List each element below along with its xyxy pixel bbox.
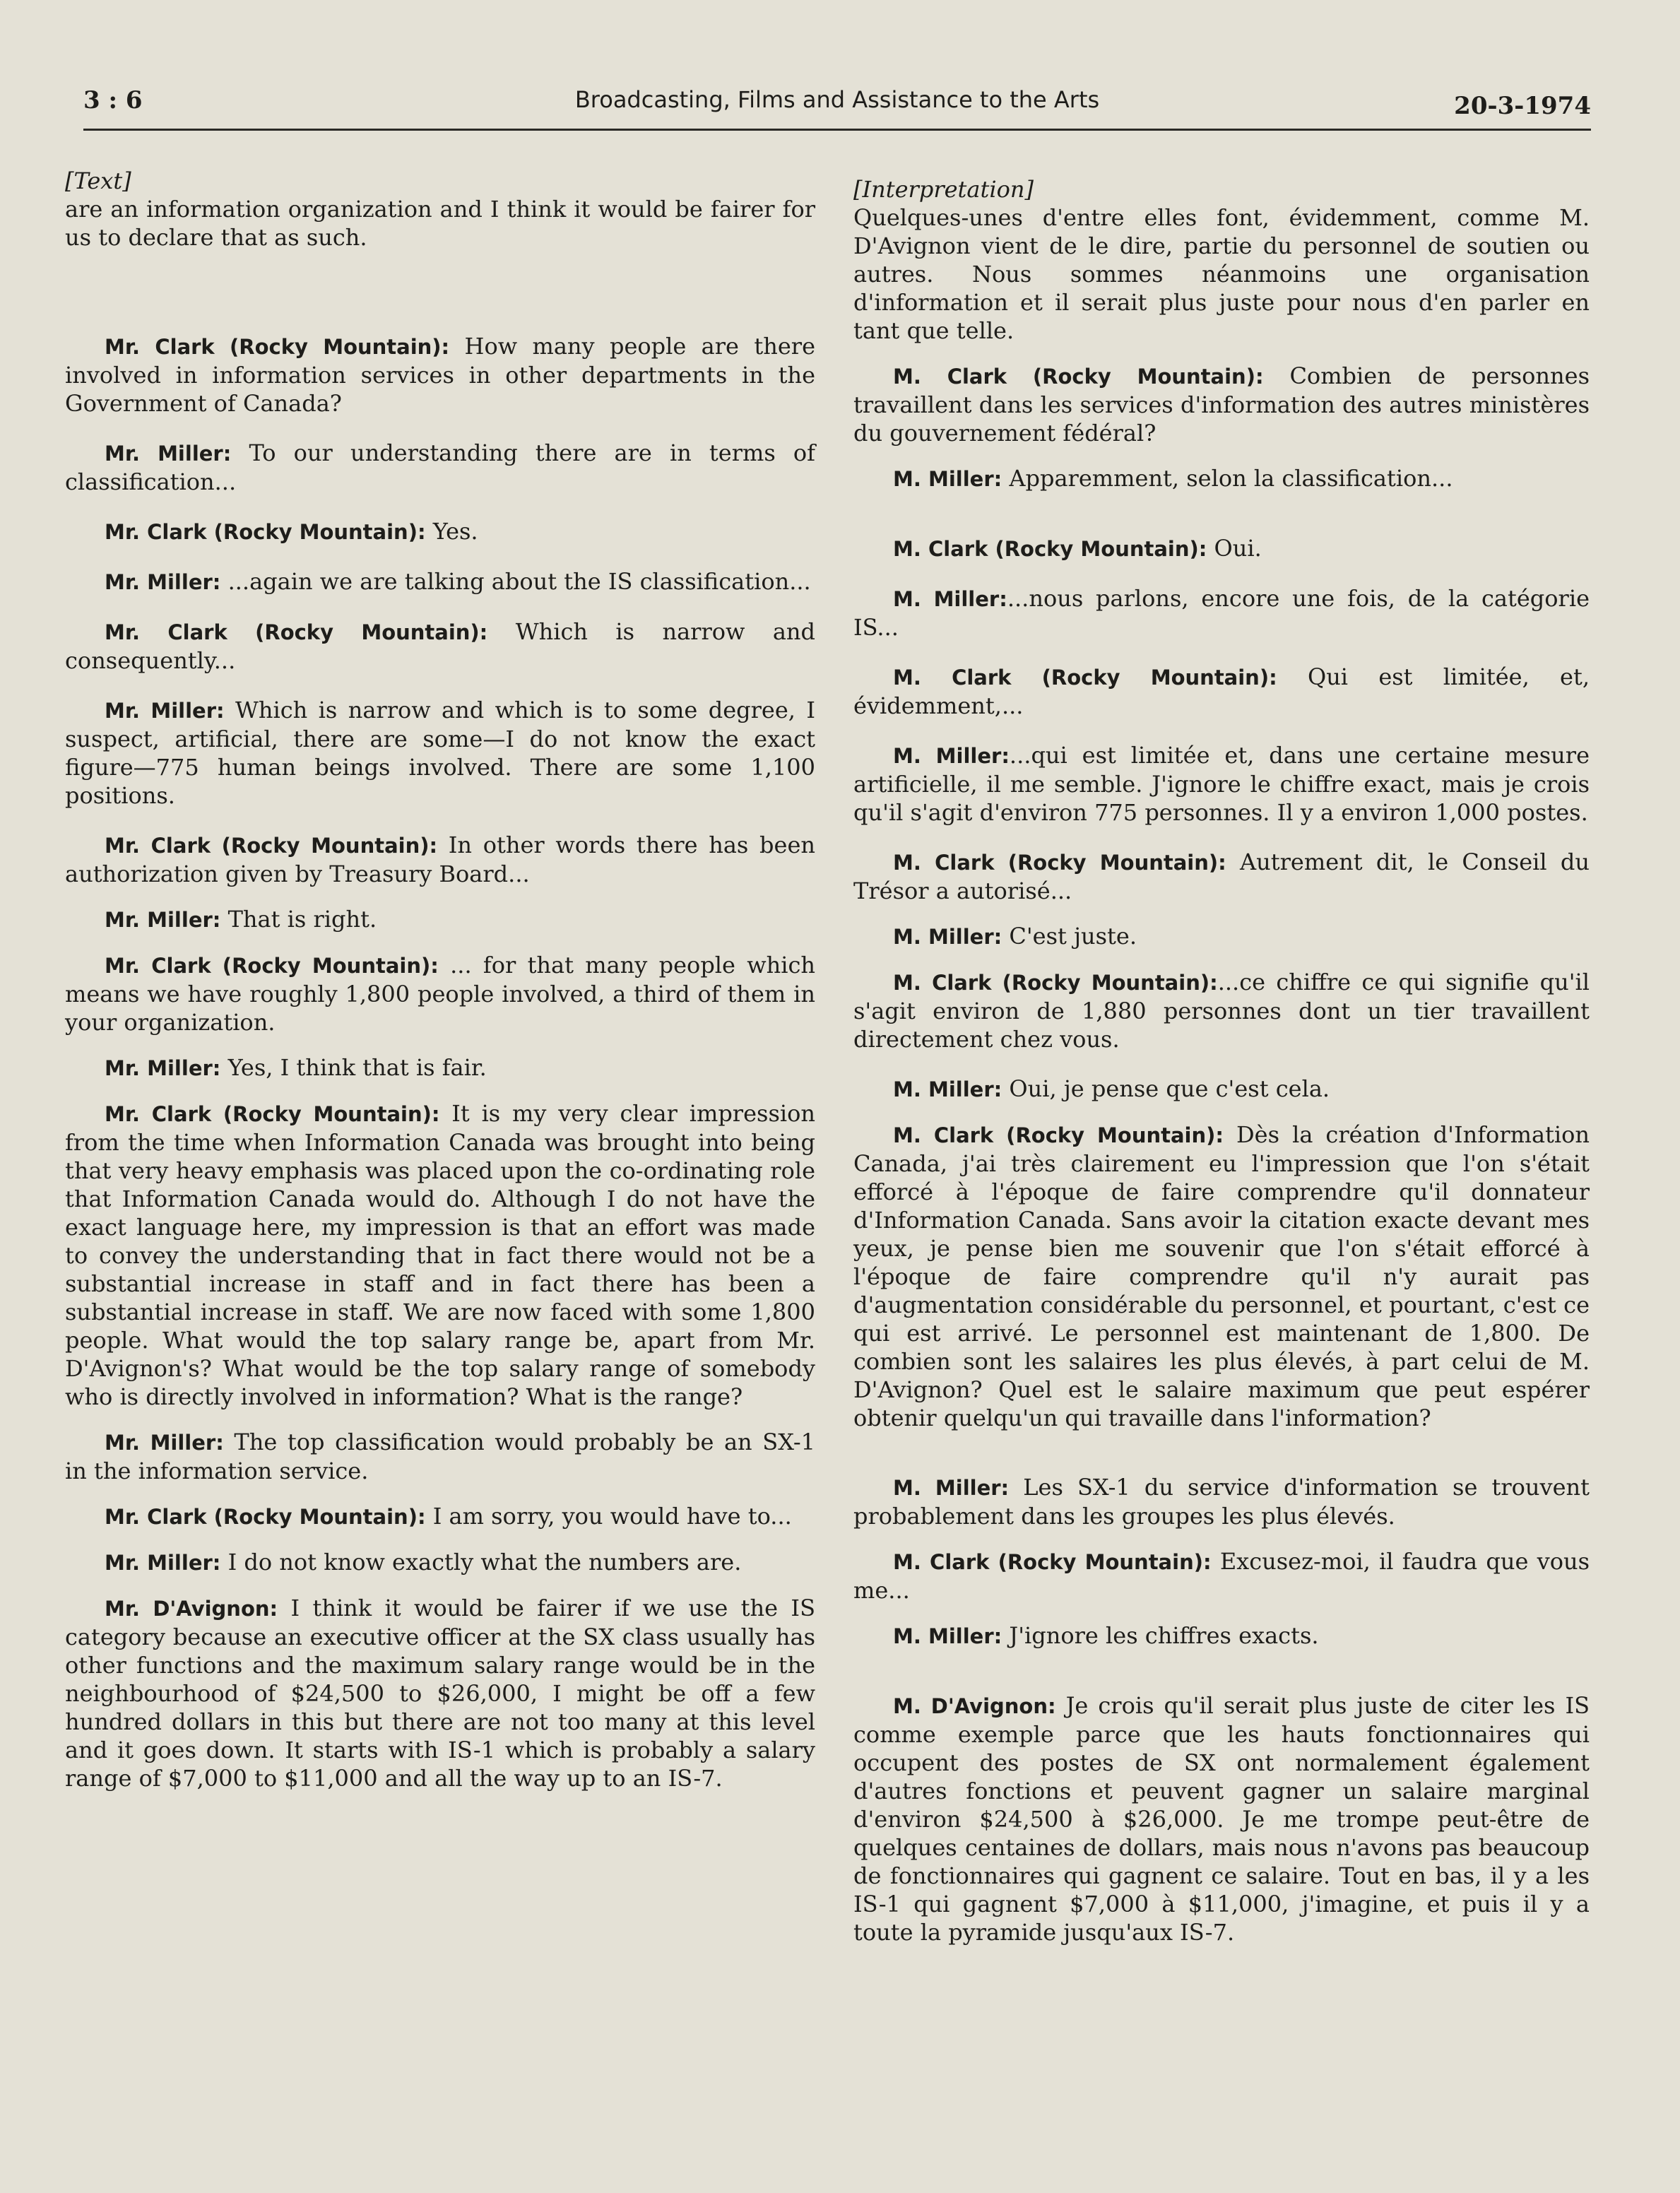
speech-paragraph: Mr. Clark (Rocky Mountain): How many people are there involved in information services in other departments in the Government of Canada? xyxy=(65,333,815,417)
speech-paragraph: Mr. Miller: ...again we are talking about the IS classification... xyxy=(105,568,811,595)
speech-paragraph: M. Miller:...nous parlons, encore une fois, de la catégorie IS... xyxy=(853,585,1590,641)
speech-paragraph: Mr. Miller: Which is narrow and which is to some degree, I suspect, artificial, there are some—I do not know the exact figure—775 human beings involved. There are some 1,100 positions. xyxy=(65,697,815,809)
speech-paragraph: Mr. Miller: Yes, I think that is fair. xyxy=(105,1054,487,1081)
speech-paragraph: M. Clark (Rocky Mountain): Dès la création d'Information Canada, j'ai très clairement eu l'impression que l'on s'était efforcé à l'époque de faire comprendre qu'il donnateur d'Information Canada. Sans avoir la citation exacte devant mes yeux, je pense bien me souvenir que l'on s'était efforcé à l'époque de faire comprendre qu'il n'y aurait pas d'augmentation considérable du personnel, et pourtant, c'est ce qui est arrivé. Le personnel est maintenant de 1,800. De combien sont les salaires les plus élevés, à part celui de M. D'Avignon? Quel est le salaire maximum que peut espérer obtenir quelqu'un qui travaille dans l'information? xyxy=(853,1121,1590,1431)
speech-paragraph: Mr. D'Avignon: I think it would be fairer if we use the IS category because an executive officer at the SX class usually has other functions and the maximum salary range would be in the neighbourhood of $24,500 to $26,000, I might be off a few hundred dollars in this but there are not too many at this level and it goes down. It starts with IS-1 which is probably a salary range of $7,000 to $11,000 and all the way up to an IS-7. xyxy=(65,1595,815,1792)
speech-paragraph: M. Clark (Rocky Mountain): Oui. xyxy=(893,535,1262,562)
speech-paragraph: M. Miller: C'est juste. xyxy=(893,923,1137,950)
speech-paragraph: Mr. Clark (Rocky Mountain): ... for that many people which means we have roughly 1,800 people involved, a third of them in your organization. xyxy=(65,952,816,1036)
page-header xyxy=(83,79,1591,129)
speech-paragraph: Mr. Clark (Rocky Mountain): In other words there has been authorization given by Treasury Board... xyxy=(65,832,816,887)
text-label: [Text] xyxy=(65,167,131,194)
speech-paragraph: M. D'Avignon: Je crois qu'il serait plus juste de citer les IS comme exemple parce que les hauts fonctionnaires qui occupent des postes de SX ont normalement également d'autres fonctions et peuvent gagner un salaire marginal d'environ $24,500 à $26,000. Je me trompe peut-être de quelques centaines de dollars, mais nous n'avons pas beaucoup de fonctionnaires qui gagnent ce salaire. Tout en bas, il y a les IS-1 qui gagnent $7,000 à $11,000, j'imagine, et puis il y a toute la pyramide jusqu'aux IS-7. xyxy=(853,1692,1590,1946)
intro-paragraph: are an information organization and I think it would be fairer for us to declare that as such. xyxy=(65,196,815,251)
speech-paragraph: M. Miller: J'ignore les chiffres exacts. xyxy=(893,1622,1319,1649)
speech-paragraph: M. Clark (Rocky Mountain): Qui est limitée, et, évidemment,... xyxy=(853,663,1590,719)
english-column xyxy=(65,167,815,1792)
speech-paragraph: Mr. Miller: I do not know exactly what the numbers are. xyxy=(105,1549,742,1576)
speech-paragraph: Mr. Miller: That is right. xyxy=(105,906,377,933)
header-date: 20-3-1974 xyxy=(1454,92,1591,120)
speech-paragraph: M. Miller: Oui, je pense que c'est cela. xyxy=(893,1075,1330,1102)
speech-paragraph: M. Miller:...qui est limitée et, dans une certaine mesure artificielle, il me semble. J'ignore le chiffre exact, mais je crois qu'il s'agit d'environ 775 personnes. Il y a environ 1,000 postes. xyxy=(853,742,1590,826)
speech-paragraph: Mr. Clark (Rocky Mountain): It is my very clear impression from the time when Information Canada was brought into being that very heavy emphasis was placed upon the co-ordinating role that Information Canada would do. Although I do not have the exact language here, my impression is that an effort was made to convey the understanding that in fact there would not be a substantial increase in staff and in fact there has been a substantial increase in staff. We are now faced with some 1,800 people. What would the top salary range be, apart from Mr. D'Avignon's? What would be the top salary range of somebody who is directly involved in information? What is the range? xyxy=(65,1100,815,1410)
interpretation-label: [Interpretation] xyxy=(853,176,1034,203)
speech-paragraph: Mr. Miller: To our understanding there are in terms of classification... xyxy=(65,439,815,495)
speech-paragraph: Mr. Clark (Rocky Mountain): Yes. xyxy=(105,518,478,545)
running-title: Broadcasting, Films and Assistance to the Arts xyxy=(574,86,1100,113)
speech-paragraph: Mr. Clark (Rocky Mountain): I am sorry, you would have to... xyxy=(105,1503,792,1530)
header-rule xyxy=(83,129,1591,131)
page-number: 3 : 6 xyxy=(83,86,143,114)
speech-paragraph: M. Clark (Rocky Mountain): Combien de personnes travaillent dans les services d'information des autres ministères du gouvernement fédéral? xyxy=(853,362,1590,447)
french-column xyxy=(853,175,1590,1946)
speech-paragraph: M. Miller: Apparemment, selon la classification... xyxy=(893,465,1453,492)
speech-paragraph: Mr. Clark (Rocky Mountain): Which is narrow and consequently... xyxy=(65,618,816,674)
speech-paragraph: M. Clark (Rocky Mountain): Excusez-moi, il faudra que vous me... xyxy=(853,1548,1590,1604)
speech-paragraph: M. Clark (Rocky Mountain):...ce chiffre ce qui signifie qu'il s'agit environ de 1,880 personnes dont un tier travaillent directement chez vous. xyxy=(853,969,1590,1053)
speech-paragraph: M. Clark (Rocky Mountain): Autrement dit, le Conseil du Trésor a autorisé... xyxy=(853,849,1590,904)
speech-paragraph: M. Miller: Les SX-1 du service d'information se trouvent probablement dans les groupes les plus élevés. xyxy=(853,1474,1590,1530)
speech-paragraph: Mr. Miller: The top classification would probably be an SX-1 in the information service. xyxy=(65,1429,816,1484)
intro-paragraph: Quelques-unes d'entre elles font, évidemment, comme M. D'Avignon vient de le dire, partie du personnel de soutien ou autres. Nous sommes néanmoins une organisation d'information et il serait plus juste pour nous d'en parler en tant que telle. xyxy=(853,204,1590,344)
